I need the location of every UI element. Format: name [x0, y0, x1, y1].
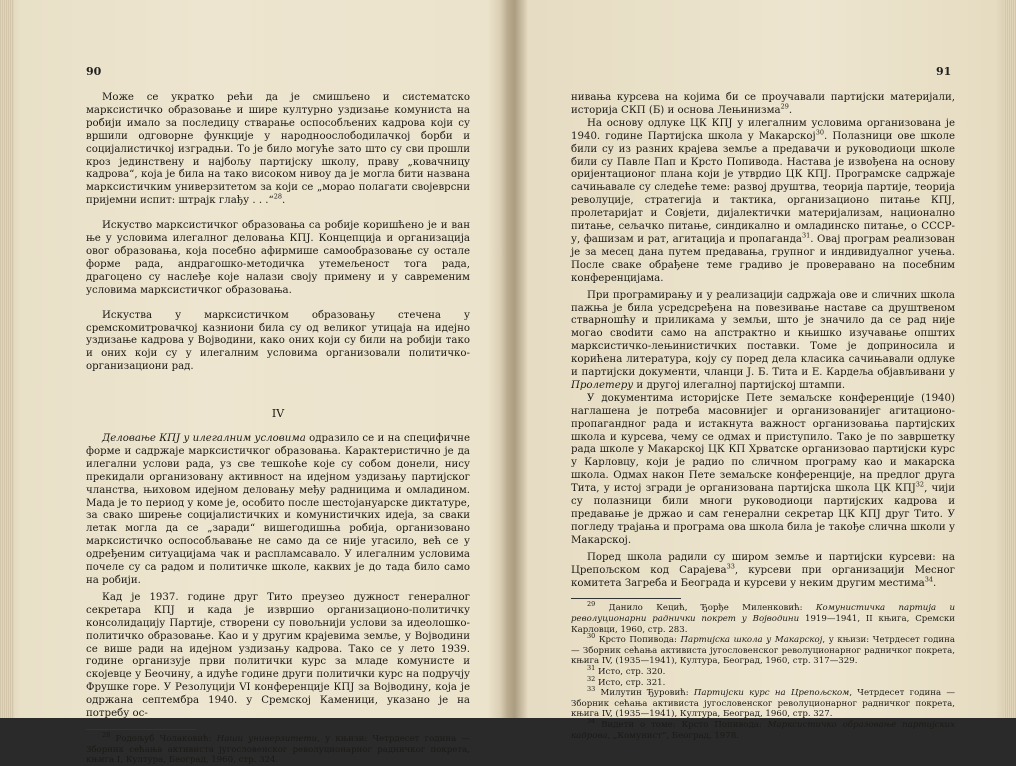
- left-paragraph-2: Искуство марксистичког образовања са робије коришћено је и ван ње у условима илегалног деловања КПЈ. Концепција и организација овог образовања, која посебно афирмише самообразовање су остале форме рада, андрагошко-методичка утемељеност тога рада, драгоцено су наслеђе које налази своју примену и у савременим условима марксистичког образовања.: [86, 220, 470, 296]
- section-heading: IV: [271, 407, 285, 421]
- left-page: [86, 92, 470, 766]
- footnote-30: $^{30}$ Крсто Попивода: Партијска школа у Макарској, у књизи: Четрдесет година — Зборник сећања активиста југословенског револуционарног радничког покрета, књига IV, (1935—1941), Култура, Београд, 1960, стр. 317—329.: [571, 632, 955, 667]
- right-paragraph-3: При програмирању и у реализацији садржаја ове и сличних школа пажња је била усредсређена на повезивање наставе са друштвеном стварношћу и приликама у земљи, што је значило да се рад није могао свodити само на апстрактно и књишко изучавање општих марксистичко-лењинистичких поставки. Томе је доприносила и корићена литература, коју су поред дела класика сачињавали одлуке и партијски документи, чланци Ј. Б. Тита и Е. Кардеља објављивани у Пролетеру и другој илегалној партијској штампи.: [571, 289, 955, 391]
- right-paragraph-5: Поред школа радили су широм земље и партијски курсеви: на Црепољском код Сарајева$^{33}$, курсеви при организацији Месног комитета Загреба и Београда и курсеви у неким другим местима$^{34}$.: [571, 551, 955, 589]
- footnote-marker: 29: [780, 102, 789, 111]
- footnote-divider: [571, 598, 681, 599]
- right-paragraph-2: На основу одлуке ЦК КПЈ у илегалним условима организована је 1940. године Партијска школа у Макарској$^{30}$. Полазници ове школе били су из разних крајева земље а предавачи и руководиоци школе били су Павле Пап и Крсто Попивода. Настава је извођена на основу оријентационог плана који је утврдио ЦК КПЈ. Програмске садржаје сачињавале су следеће теме: развој друштва, теорија партије, теорија револуције, стратегија и тактика, организационо питање КПЈ, пролетаријат и Совјети, дијалектички материјализам, национално питање, сељачко питање, синдикално и омладинско питање, о СССР-у, фашизам и рат, агитација и пропаганда$^{31}$. Овај програм реализован је за месец дана путем предавања, групног и индивидуалног учења. После сваке обрађене теме градиво је проверавано на посебним конференцијама.: [571, 117, 955, 284]
- right-page: [571, 92, 955, 741]
- left-paragraph-3: Искуства у марксистичком образовању стечена у сремскомитровачкој казниони била су од великог утицаја на идејно уздизање кадрова у Војводини, како оних који су били на робији тако и оних који су у илегалним условима организовали политичко-организациони рад.: [86, 309, 470, 373]
- right-page-number: 91: [936, 65, 952, 78]
- left-page-number: 90: [86, 65, 102, 78]
- footnote-marker: 28: [273, 192, 283, 201]
- italic-phrase: Деловање КПЈ у илегалним условима: [102, 433, 306, 445]
- italic-title: Пролетеру: [571, 379, 634, 391]
- footnote-28: $^{28}$ Родољуб Чолаковић: Наши универзитети, у књизи: Четрдесет година — Зборник сећања активиста југословенског револуционарног радничког покрета, књига I, Култура, Београд, 1960, стр. 324.: [86, 731, 470, 766]
- footnote-34: $^{34}$ Видети о томе: Крсто Попивода: Марксистичко образовање партијских кадрова, „Комунист“, Београд, 1978.: [571, 717, 956, 741]
- footnote-31: $^{31}$ Исто, стр. 320.: [587, 664, 666, 677]
- right-paragraph-4: У документима историјске Пете земаљске конференције (1940) наглашена је потреба масовнијег и организованијег агитационо-пропагандног рада и истакнута важност организовања партијских школа и курсева, чему се одмах и приступило. Тако је по завршетку рада школе у Макарској ЦК КП Хрватске организовао партијски курс у Карловцу, који је радио по сличном програму као и макарска школа. Одмах након Пете земаљске конференције, на предлог друга Тита, у истој згради је организована партијска школа ЦК КПЈ$^{32}$, чији су полазници били многи руководиоци партијских кадрова и предавање је држао и сам генерални секретар ЦК КПЈ друг Тито. У погледу трајања и програма ова школа била је такође слична школи у Макарској.: [571, 392, 955, 546]
- left-page-edges: [0, 0, 14, 718]
- footnote-29: $^{29}$ Данило Кецић, Ђорђе Миленковић: Комунистичка партија и револуционарни раднички покрет у Војводини 1919—1941, II књига, Сремски Карловци, 1960, стр. 283.: [571, 600, 956, 635]
- footnote-divider: [86, 729, 196, 730]
- footnote-32: $^{32}$ Исто, стр. 321.: [587, 674, 666, 688]
- left-paragraph-5: Кад је 1937. године друг Тито преузео дужност генералног секретара КПЈ и када је извршио организационо-политичку консолидацију Партије, створени су повољнији услови за идеолошко-политичко образовање. Као и у другим крајевима земље, у Војводини се више ради на идејном уздизању кадрова. Тако се у лето 1939. године организује први политички курс за младе комунисте и скојевце у Беочину, а идуће године други политички курс на подручју Фрушке горе. У Резолуцији VI конференције КПЈ за Војводину, која је одржана септембра 1940. у Сремској Каменици, указано је на потребу ос-: [86, 591, 470, 720]
- book-gutter: [500, 0, 528, 718]
- right-page-edges: [1004, 0, 1016, 718]
- left-paragraph-4: Деловање КПЈ у илегалним условима одразило се и на специфичне форме и садржаје марксистичког образовања. Карактеристично је да илегални услови рада, уз све тешкоће које су собом донели, нису прекидали организовану активност на идејном уздизању партијског чланства, њиховом идејном деловању међу радницима и омладином. Мада је то период у коме је, особито после шестојануарске диктатуре, за свако ширење социјалистичких и комунистичких идеја, за сваки летак могла да се „заради“ вишегодишња робија, организовано марксистичко оспособљавање не само да се није угасило, већ се у одређеним ситуацијама чак и распламсавало. У илегалним условима почеле су са радом и политичке школе, каквих је до тада било само на робији.: [86, 433, 471, 586]
- footnote-33: $^{33}$ Милутин Ђуровић: Партијски курс на Црепољском, Четрдесет година — Зборник сећања активиста југословенског револуционарног радничког покрета, књига IV, (1935—1941), Култура, Београд, 1960, стр. 327.: [571, 685, 955, 720]
- right-paragraph-1: нивања курсева на којима би се проучавали партијски материјали, историја СКП (Б) и основа Лењинизма$^{29}$.: [571, 92, 955, 116]
- left-paragraph-1: Може се укратко рећи да је смишљено и систематско марксистичко образовање и шире културно уздизање комуниста на робији имало за последицу стварање оспособљених кадрова који су вршили одговорне функције у народноослободилачкој борби и социјалистичкој изградњи. То је било могуће зато што су сви прошли кроз јединствену и најбољу партијску школу, праву „ковачницу кадрова“, која је била на тако високом нивоу да је могла бити названа марксистичким универзитетом за који се „морао полагати својеврсни пријемни испит: штрајк глађу . . .“$^{28}$.: [86, 92, 470, 207]
